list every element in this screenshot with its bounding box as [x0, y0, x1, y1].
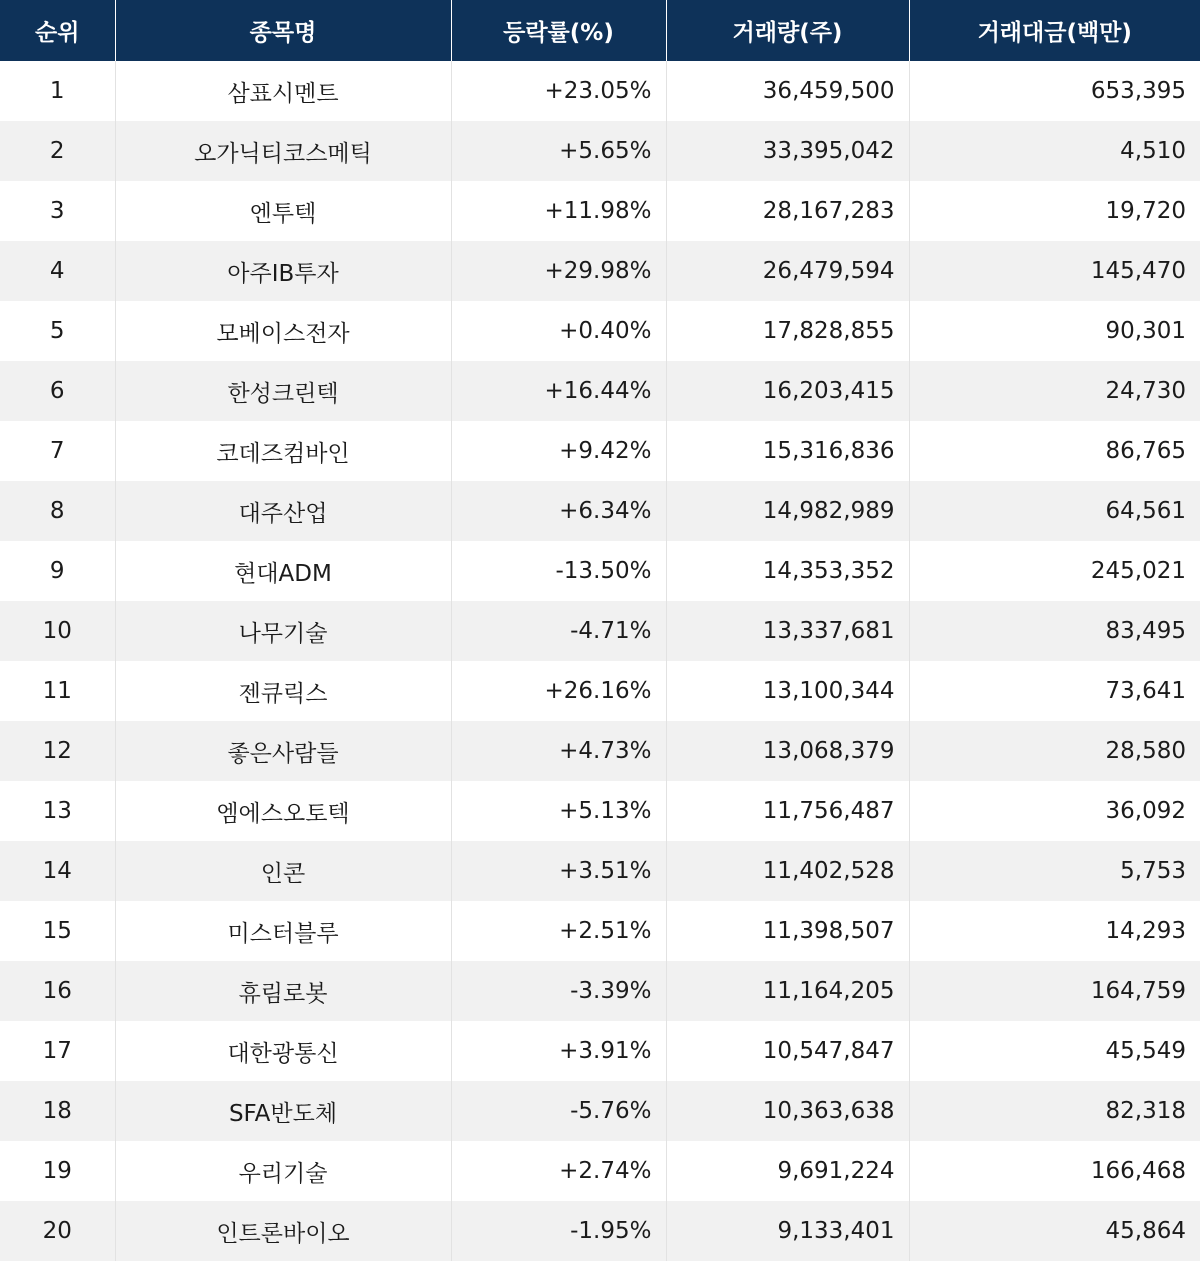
cell-volume: 11,164,205 — [666, 961, 909, 1021]
cell-volume: 17,828,855 — [666, 301, 909, 361]
table-row — [0, 841, 1200, 901]
cell-volume: 13,337,681 — [666, 601, 909, 661]
cell-rank: 7 — [0, 421, 115, 481]
cell-stock-name: 인콘 — [115, 841, 451, 901]
cell-change-rate: +2.74% — [451, 1141, 666, 1201]
cell-change-rate: +0.40% — [451, 301, 666, 361]
cell-rank: 11 — [0, 661, 115, 721]
cell-volume: 11,756,487 — [666, 781, 909, 841]
table-header — [0, 0, 1200, 61]
cell-trading-value: 5,753 — [909, 841, 1200, 901]
cell-stock-name: 나무기술 — [115, 601, 451, 661]
cell-change-rate: +3.91% — [451, 1021, 666, 1081]
cell-volume: 11,402,528 — [666, 841, 909, 901]
cell-stock-name: 모베이스전자 — [115, 301, 451, 361]
cell-rank: 3 — [0, 181, 115, 241]
cell-stock-name: 코데즈컴바인 — [115, 421, 451, 481]
table-row — [0, 541, 1200, 601]
table-row — [0, 721, 1200, 781]
table-row — [0, 601, 1200, 661]
cell-trading-value: 28,580 — [909, 721, 1200, 781]
cell-trading-value: 653,395 — [909, 61, 1200, 121]
cell-stock-name: 오가닉티코스메틱 — [115, 121, 451, 181]
cell-rank: 10 — [0, 601, 115, 661]
header-change-rate: 등락률(%) — [451, 0, 666, 61]
table-row — [0, 1201, 1200, 1261]
header-trading-value: 거래대금(백만) — [909, 0, 1200, 61]
cell-change-rate: +5.65% — [451, 121, 666, 181]
cell-change-rate: +6.34% — [451, 481, 666, 541]
cell-volume: 36,459,500 — [666, 61, 909, 121]
cell-trading-value: 45,864 — [909, 1201, 1200, 1261]
cell-volume: 14,353,352 — [666, 541, 909, 601]
cell-change-rate: -4.71% — [451, 601, 666, 661]
cell-stock-name: 엔투텍 — [115, 181, 451, 241]
cell-rank: 12 — [0, 721, 115, 781]
cell-rank: 17 — [0, 1021, 115, 1081]
cell-trading-value: 166,468 — [909, 1141, 1200, 1201]
cell-trading-value: 83,495 — [909, 601, 1200, 661]
header-name: 종목명 — [115, 0, 451, 61]
cell-rank: 5 — [0, 301, 115, 361]
cell-stock-name: 대주산업 — [115, 481, 451, 541]
table-row — [0, 1081, 1200, 1141]
cell-volume: 11,398,507 — [666, 901, 909, 961]
cell-volume: 13,068,379 — [666, 721, 909, 781]
cell-trading-value: 245,021 — [909, 541, 1200, 601]
cell-rank: 1 — [0, 61, 115, 121]
cell-rank: 19 — [0, 1141, 115, 1201]
cell-volume: 26,479,594 — [666, 241, 909, 301]
table-row — [0, 1141, 1200, 1201]
table-row — [0, 661, 1200, 721]
table-row — [0, 301, 1200, 361]
cell-stock-name: 엠에스오토텍 — [115, 781, 451, 841]
cell-change-rate: +9.42% — [451, 421, 666, 481]
cell-trading-value: 36,092 — [909, 781, 1200, 841]
cell-stock-name: SFA반도체 — [115, 1081, 451, 1141]
cell-rank: 9 — [0, 541, 115, 601]
cell-change-rate: -5.76% — [451, 1081, 666, 1141]
cell-change-rate: -13.50% — [451, 541, 666, 601]
header-volume: 거래량(주) — [666, 0, 909, 61]
table-row — [0, 481, 1200, 541]
cell-trading-value: 82,318 — [909, 1081, 1200, 1141]
cell-volume: 16,203,415 — [666, 361, 909, 421]
cell-trading-value: 14,293 — [909, 901, 1200, 961]
cell-stock-name: 젠큐릭스 — [115, 661, 451, 721]
cell-change-rate: +26.16% — [451, 661, 666, 721]
cell-volume: 9,133,401 — [666, 1201, 909, 1261]
cell-trading-value: 24,730 — [909, 361, 1200, 421]
cell-stock-name: 좋은사람들 — [115, 721, 451, 781]
table-row — [0, 961, 1200, 1021]
table-body — [0, 61, 1200, 1261]
cell-stock-name: 현대ADM — [115, 541, 451, 601]
cell-stock-name: 인트론바이오 — [115, 1201, 451, 1261]
cell-rank: 20 — [0, 1201, 115, 1261]
cell-trading-value: 45,549 — [909, 1021, 1200, 1081]
cell-change-rate: +2.51% — [451, 901, 666, 961]
cell-rank: 15 — [0, 901, 115, 961]
cell-volume: 13,100,344 — [666, 661, 909, 721]
cell-trading-value: 4,510 — [909, 121, 1200, 181]
cell-change-rate: +5.13% — [451, 781, 666, 841]
cell-change-rate: -1.95% — [451, 1201, 666, 1261]
cell-trading-value: 64,561 — [909, 481, 1200, 541]
table-row — [0, 1021, 1200, 1081]
cell-trading-value: 164,759 — [909, 961, 1200, 1021]
cell-trading-value: 90,301 — [909, 301, 1200, 361]
cell-change-rate: +16.44% — [451, 361, 666, 421]
cell-volume: 10,547,847 — [666, 1021, 909, 1081]
cell-change-rate: +11.98% — [451, 181, 666, 241]
table-row — [0, 781, 1200, 841]
cell-volume: 33,395,042 — [666, 121, 909, 181]
cell-stock-name: 한성크린텍 — [115, 361, 451, 421]
cell-volume: 15,316,836 — [666, 421, 909, 481]
table-row — [0, 121, 1200, 181]
cell-change-rate: -3.39% — [451, 961, 666, 1021]
cell-change-rate: +29.98% — [451, 241, 666, 301]
cell-stock-name: 휴림로봇 — [115, 961, 451, 1021]
cell-change-rate: +4.73% — [451, 721, 666, 781]
cell-volume: 9,691,224 — [666, 1141, 909, 1201]
table-row — [0, 61, 1200, 121]
cell-change-rate: +23.05% — [451, 61, 666, 121]
header-rank: 순위 — [0, 0, 115, 61]
cell-rank: 8 — [0, 481, 115, 541]
cell-stock-name: 우리기술 — [115, 1141, 451, 1201]
cell-stock-name: 아주IB투자 — [115, 241, 451, 301]
cell-volume: 14,982,989 — [666, 481, 909, 541]
cell-rank: 13 — [0, 781, 115, 841]
cell-rank: 16 — [0, 961, 115, 1021]
cell-rank: 4 — [0, 241, 115, 301]
table-row — [0, 421, 1200, 481]
cell-rank: 2 — [0, 121, 115, 181]
cell-stock-name: 대한광통신 — [115, 1021, 451, 1081]
table-row — [0, 901, 1200, 961]
cell-stock-name: 삼표시멘트 — [115, 61, 451, 121]
cell-trading-value: 86,765 — [909, 421, 1200, 481]
cell-rank: 14 — [0, 841, 115, 901]
cell-rank: 6 — [0, 361, 115, 421]
cell-volume: 28,167,283 — [666, 181, 909, 241]
cell-volume: 10,363,638 — [666, 1081, 909, 1141]
cell-stock-name: 미스터블루 — [115, 901, 451, 961]
cell-trading-value: 145,470 — [909, 241, 1200, 301]
cell-rank: 18 — [0, 1081, 115, 1141]
cell-change-rate: +3.51% — [451, 841, 666, 901]
header-row — [0, 0, 1200, 61]
cell-trading-value: 19,720 — [909, 181, 1200, 241]
table-row — [0, 241, 1200, 301]
cell-trading-value: 73,641 — [909, 661, 1200, 721]
table-row — [0, 181, 1200, 241]
table-row — [0, 361, 1200, 421]
